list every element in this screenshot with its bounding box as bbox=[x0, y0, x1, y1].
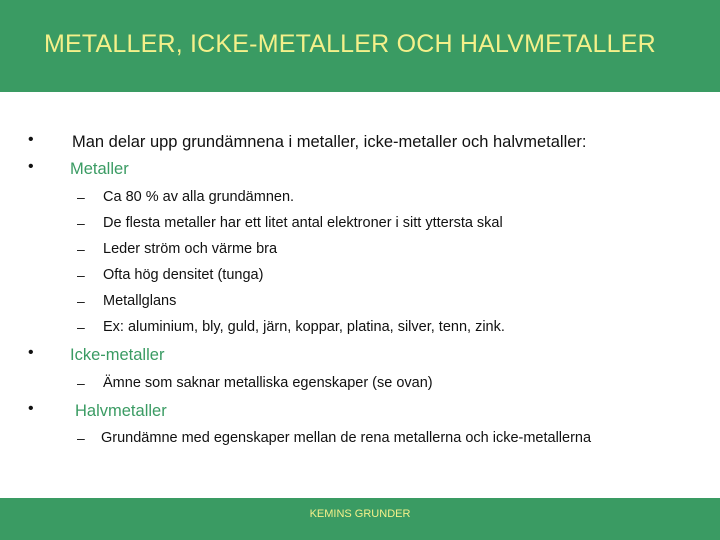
slide-footer bbox=[0, 498, 720, 540]
bullet-marker: • bbox=[28, 400, 34, 417]
dash-marker: – bbox=[77, 189, 85, 205]
metaller-item: Leder ström och värme bra bbox=[103, 241, 278, 257]
dash-marker: – bbox=[77, 241, 85, 257]
metaller-item: Ex: aluminium, bly, guld, järn, koppar, platina, silver, tenn, zink. bbox=[103, 319, 505, 335]
slide-title: METALLER, ICKE-METALLER OCH HALVMETALLER bbox=[44, 30, 656, 58]
halvmetaller-heading: Halvmetaller bbox=[75, 402, 167, 420]
dash-marker: – bbox=[77, 215, 85, 231]
bullet-marker: • bbox=[28, 344, 34, 361]
halvmetaller-item: Grundämne med egenskaper mellan de rena metallerna och icke-metallerna bbox=[101, 430, 592, 446]
icke-metaller-item: Ämne som saknar metalliska egenskaper (se ovan) bbox=[103, 375, 433, 391]
intro-text: Man delar upp grundämnena i metaller, icke-metaller och halvmetaller: bbox=[72, 133, 587, 151]
metaller-heading: Metaller bbox=[70, 160, 129, 178]
dash-marker: – bbox=[77, 293, 85, 309]
dash-marker: – bbox=[77, 375, 85, 391]
icke-metaller-heading: Icke-metaller bbox=[70, 346, 165, 364]
dash-marker: – bbox=[77, 267, 85, 283]
footer-label: KEMINS GRUNDER bbox=[309, 508, 411, 520]
slide-header bbox=[0, 0, 720, 92]
dash-marker: – bbox=[77, 319, 85, 335]
metaller-item: De flesta metaller har ett litet antal elektroner i sitt yttersta skal bbox=[103, 215, 503, 231]
dash-marker: – bbox=[77, 430, 85, 446]
bullet-marker: • bbox=[28, 158, 34, 175]
metaller-item: Ofta hög densitet (tunga) bbox=[103, 267, 264, 283]
metaller-item: Metallglans bbox=[103, 293, 177, 309]
bullet-marker: • bbox=[28, 131, 34, 148]
metaller-item: Ca 80 % av alla grundämnen. bbox=[103, 189, 295, 205]
